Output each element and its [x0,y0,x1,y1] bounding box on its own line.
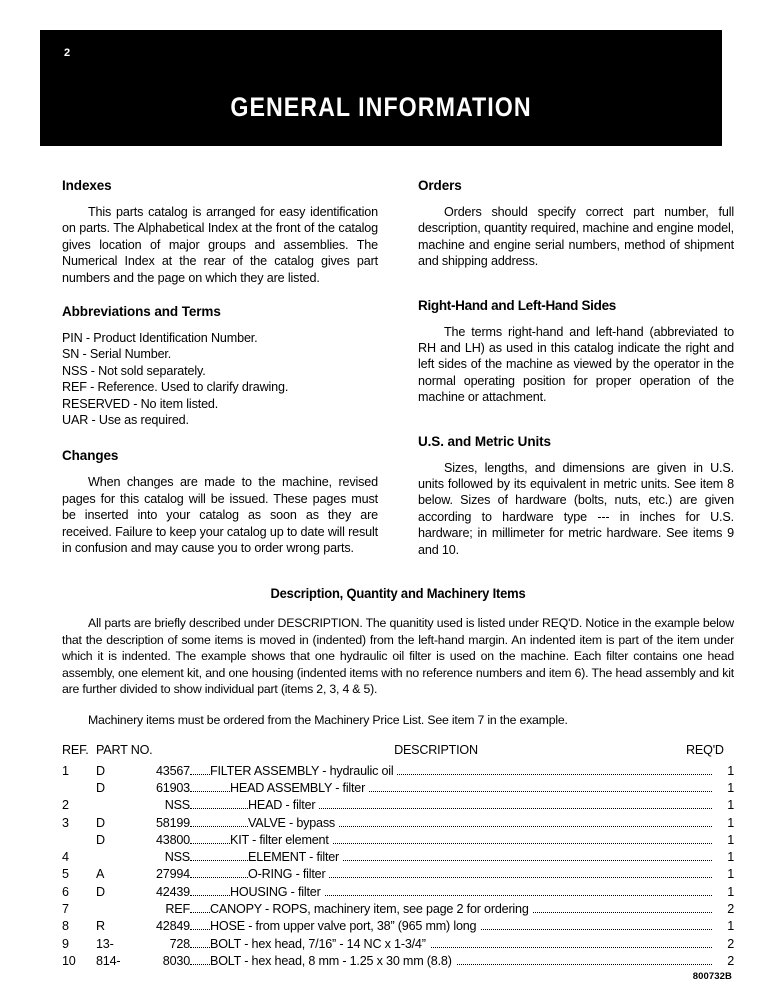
parts-table [62,743,734,972]
cell-description [190,954,712,968]
column-header-ref: REF. [62,742,89,757]
table-row [62,902,734,919]
cell-part-prefix: R [96,919,105,934]
cell-part-number: NSS [164,850,190,865]
list-item: RESERVED - No item listed. [62,396,219,411]
description-text: FILTER ASSEMBLY - hydraulic oil [210,764,397,778]
cell-part-number: 43567 [155,763,190,778]
page-header-band [40,30,722,146]
two-column-layout [62,178,734,576]
cell-ref: 5 [62,867,69,882]
section-heading-orders: Orders [418,178,462,193]
spacer [418,288,734,298]
list-item: REF - Reference. Used to clarify drawing. [62,380,289,395]
paragraph-units: Sizes, lengths, and dimensions are given in U.S. units followed by its equivalent in metric units. See item 8 below. Sizes of hardware (bolts, nuts, etc.) are given according to hardware type --- in inches for U.S. hardware; in millimeter for metric hardware. See items 9 and 10. [418,460,734,557]
paragraph-description-1: All parts are briefly described under DESCRIPTION. The quanitity used is listed under REQ'D. Notice in the example below that the description of some items is moved in (indented) from the left-hand margin. An indented item is part of the item under which it is indented. The example shows that one hydraulic oil filter is used on the machine. Each filter contains one head assembly, one element kit, and one housing (indented items with no reference numbers and item 6). The head assembly and kit are further divided to show individual part (items 2, 3, 4 & 5). [62,616,734,697]
description-text: HOUSING - filter [230,885,325,899]
table-row [62,816,734,833]
cell-description [190,781,712,795]
abbreviations-list [62,330,378,428]
section-heading-indexes: Indexes [62,178,112,193]
page-title: GENERAL INFORMATION [230,92,532,122]
page-number: 2 [64,47,71,59]
cell-reqd: 1 [727,884,734,899]
table-row [62,764,734,781]
section-heading-description: Description, Quantity and Machinery Items [270,586,526,602]
table-row [62,781,734,798]
cell-part-number: 58199 [155,815,190,830]
list-item: UAR - Use as required. [62,413,189,428]
cell-part-prefix: D [96,763,105,778]
cell-reqd: 1 [727,763,734,778]
table-row [62,798,734,815]
description-text: HOSE - from upper valve port, 38” (965 mm) long [210,919,480,933]
table-row [62,954,734,971]
cell-ref: 2 [62,798,69,813]
cell-description [190,867,712,881]
description-text: BOLT - hex head, 8 mm - 1.25 x 30 mm (8.8) [210,954,456,968]
table-header-row [62,743,734,764]
description-text: ELEMENT - filter [248,850,343,864]
cell-ref: 3 [62,815,69,830]
list-item: NSS - Not sold separately. [62,363,206,378]
description-text: VALVE - bypass [248,816,339,830]
cell-description [190,833,712,847]
cell-ref: 4 [62,850,69,865]
cell-description [190,798,712,812]
column-header-reqd: REQ'D [686,742,724,757]
cell-ref: 1 [62,763,69,778]
cell-part-prefix: D [96,815,105,830]
cell-part-prefix: 814- [96,953,121,968]
description-text: HEAD ASSEMBLY - filter [230,781,369,795]
description-text: HEAD - filter [248,798,319,812]
paragraph-hands: The terms right-hand and left-hand (abbreviated to RH and LH) as used in this catalog indicate the right and left sides of the machine as viewed by the operator in the normal operating position for proper operation of the machine or attachment. [418,324,734,405]
paragraph-changes: When changes are made to the machine, revised pages for this catalog will be issued. These pages must be inserted into your catalog as soon as they are received. Failure to keep your catalog up to date will result in confusion and may cause you to order wrong parts. [62,475,378,556]
left-column [62,178,378,576]
cell-description [190,816,712,830]
cell-reqd: 1 [727,780,734,795]
document-code: 800732B [692,971,732,982]
cell-part-prefix: A [96,867,105,882]
cell-description [190,919,712,933]
cell-ref: 6 [62,884,69,899]
cell-part-number: 728 [169,936,190,951]
cell-reqd: 2 [727,902,734,917]
cell-reqd: 1 [727,850,734,865]
table-row [62,850,734,867]
table-row [62,867,734,884]
table-row [62,919,734,936]
table-body [62,764,734,972]
cell-ref: 10 [62,953,76,968]
cell-description [190,850,712,864]
cell-part-number: 61903 [155,780,190,795]
table-row [62,885,734,902]
column-header-part-no: PART NO. [96,742,153,757]
cell-reqd: 1 [727,798,734,813]
cell-ref: 9 [62,936,69,951]
cell-part-number: NSS [164,798,190,813]
cell-part-prefix: D [96,884,105,899]
cell-ref: 8 [62,919,69,934]
page-content [62,178,734,971]
paragraph-description-2: Machinery items must be ordered from the Machinery Price List. See item 7 in the example. [88,713,568,728]
cell-reqd: 1 [727,815,734,830]
cell-description [190,902,712,916]
section-heading-abbreviations: Abbreviations and Terms [62,304,221,320]
cell-part-number: 27994 [155,867,190,882]
cell-part-number: 8030 [162,953,190,968]
cell-part-number: 42439 [155,884,190,899]
section-heading-units: U.S. and Metric Units [418,433,551,449]
cell-part-number: 43800 [155,832,190,847]
paragraph-orders: Orders should specify correct part number, full description, quantity required, machine and engine model, machine and engine serial numbers, method of shipment and shipping address. [418,205,734,269]
cell-reqd: 1 [727,919,734,934]
list-item: PIN - Product Identification Number. [62,331,258,346]
spacer [418,424,734,434]
cell-ref: 7 [62,902,69,917]
cell-part-prefix: D [96,780,105,795]
description-text: KIT - filter element [230,833,333,847]
right-column [418,178,734,576]
cell-part-number: REF [165,902,190,917]
description-text: O-RING - filter [248,867,329,881]
section-heading-changes: Changes [62,448,119,464]
cell-reqd: 1 [727,867,734,882]
cell-reqd: 1 [727,832,734,847]
cell-description [190,764,712,778]
description-text: BOLT - hex head, 7/16” - 14 NC x 1-3/4” [210,937,430,951]
table-row [62,833,734,850]
list-item: SN - Serial Number. [62,347,172,362]
section-heading-hands: Right-Hand and Left-Hand Sides [418,297,616,313]
cell-description [190,937,712,951]
cell-reqd: 2 [727,953,734,968]
cell-reqd: 2 [727,936,734,951]
cell-description [190,885,712,899]
cell-part-number: 42849 [155,919,190,934]
description-text: CANOPY - ROPS, machinery item, see page 2 for ordering [210,902,533,916]
column-header-description: DESCRIPTION [394,742,478,757]
cell-part-prefix: 13- [96,936,114,951]
table-row [62,937,734,954]
cell-part-prefix: D [96,832,105,847]
paragraph-indexes: This parts catalog is arranged for easy identification on parts. The Alphabetical Index at the front of the catalog gives location of major groups and assemblies. The Numerical Index at the rear of the catalog gives part numbers and the page on which they are listed. [62,205,378,285]
